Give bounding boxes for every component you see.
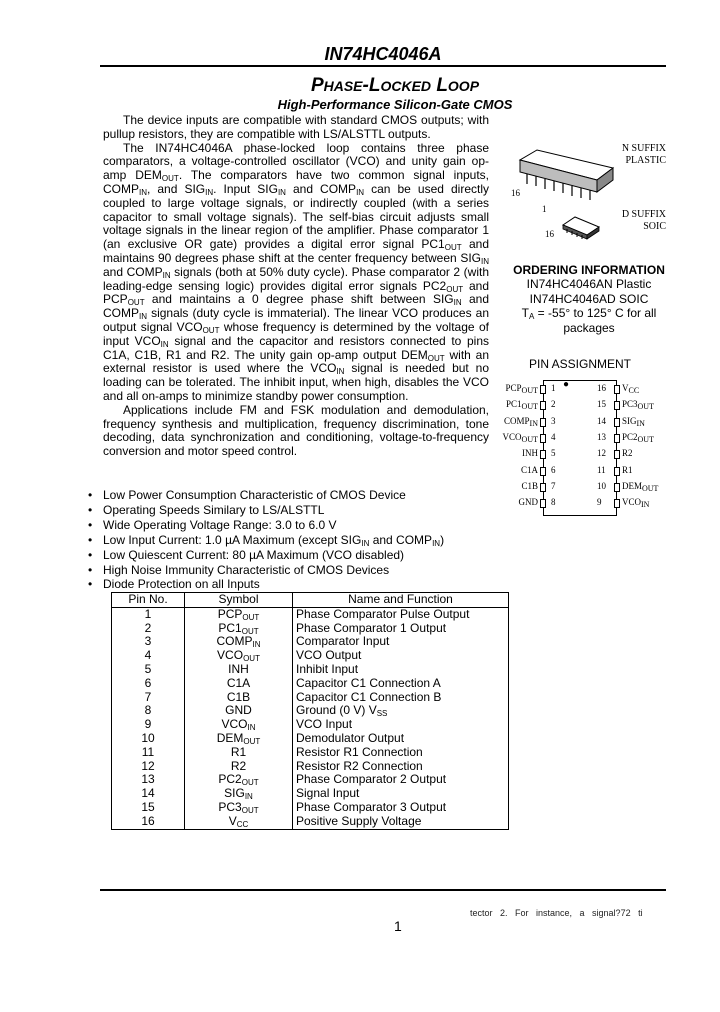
symbol-cell: $VCO_{IN}$ xyxy=(185,718,293,732)
pin-lead-left xyxy=(540,450,546,459)
pin-lead-right xyxy=(614,401,620,410)
symbol-cell: R1 xyxy=(185,746,293,760)
pin-number-cell: 2 xyxy=(112,622,185,636)
pin-lead-right xyxy=(614,385,620,394)
function-cell: Inhibit Input xyxy=(293,663,509,677)
n-suffix-label: N SUFFIX PLASTIC xyxy=(621,143,666,166)
table-row xyxy=(112,746,509,760)
symbol-cell: C1B xyxy=(185,691,293,705)
dip-pin16-label: 16 xyxy=(511,188,520,198)
pin-label-left: $PC1_{OUT}$ xyxy=(506,399,538,412)
pin-lead-left xyxy=(540,401,546,410)
table-row xyxy=(112,760,509,774)
table-header-row xyxy=(112,593,509,608)
pin-number-left: 1 xyxy=(551,383,556,393)
pin1-marker-dot: ● xyxy=(563,379,570,390)
table-row xyxy=(112,718,509,732)
page-subtitle: High-Performance Silicon-Gate CMOS xyxy=(277,97,513,112)
table-row xyxy=(112,787,509,801)
symbol-cell: $PC1_{OUT}$ xyxy=(185,622,293,636)
function-cell: Capacitor C1 Connection A xyxy=(293,677,509,691)
pin-number-cell: 10 xyxy=(112,732,185,746)
pin-number-cell: 11 xyxy=(112,746,185,760)
d-suffix-label: D SUFFIX SOIC xyxy=(621,209,666,232)
pin-lead-right xyxy=(614,499,620,508)
pin-number-right: 9 xyxy=(597,497,602,508)
feature-item: • Low Power Consumption Characteristic of CMOS Device xyxy=(88,488,444,503)
pin-label-left: INH xyxy=(522,448,538,459)
ordering-line: IN74HC4046AD SOIC xyxy=(529,291,649,306)
feature-item: • Wide Operating Voltage Range: 3.0 to 6.0 V xyxy=(88,518,444,533)
pin-label-left: C1A xyxy=(520,464,538,475)
pin-number-right: 10 xyxy=(597,480,606,491)
pin-lead-right xyxy=(614,483,620,492)
pin-lead-left xyxy=(540,385,546,394)
pin-label-left: $COMP_{IN}$ xyxy=(504,415,538,428)
table-row xyxy=(112,801,509,815)
pin-number-cell: 13 xyxy=(112,773,185,787)
pin-lead-right xyxy=(614,467,620,476)
description-paragraph-3: Applications include FM and FSK modulation and demodulation, frequency synthesis and multiplication, frequency discrimination, tone decoding, data synchronization and conditioning, voltage-to-frequency conversion and motor speed control. xyxy=(103,402,489,459)
pin-number-cell: 14 xyxy=(112,787,185,801)
pin-label-right: $V_{CC}$ xyxy=(622,383,640,395)
symbol-cell: $COMP_{IN}$ xyxy=(185,635,293,649)
pin-label-left: C1B xyxy=(521,480,538,491)
pin-number-cell: 8 xyxy=(112,704,185,718)
pin-number-right: 15 xyxy=(597,399,606,410)
table-row xyxy=(112,773,509,787)
feature-list xyxy=(88,488,444,592)
dip-pin1-label: 1 xyxy=(542,204,547,214)
pin-number-cell: 16 xyxy=(112,815,185,829)
pin-label-left: $VCO_{OUT}$ xyxy=(502,431,538,444)
pin-number-cell: 5 xyxy=(112,663,185,677)
function-cell: Comparator Input xyxy=(293,635,509,649)
function-cell: Resistor R2 Connection xyxy=(293,760,509,774)
pin-number-cell: 3 xyxy=(112,635,185,649)
symbol-cell: R2 xyxy=(185,760,293,774)
function-cell: Resistor R1 Connection xyxy=(293,746,509,760)
pin-number-right: 13 xyxy=(597,431,606,442)
table-row xyxy=(112,732,509,746)
table-row xyxy=(112,815,509,829)
ordering-line: IN74HC4046AN Plastic xyxy=(526,277,652,291)
page-number: 1 xyxy=(394,918,402,934)
function-cell: VCO Input xyxy=(293,718,509,732)
pin-number-cell: 4 xyxy=(112,649,185,663)
function-cell: Positive Supply Voltage xyxy=(293,815,509,829)
pin-label-right: R1 xyxy=(622,464,633,475)
pin-label-right: $SIG_{IN}$ xyxy=(622,415,645,428)
soic-package-icon xyxy=(563,217,599,239)
pin-lead-left xyxy=(540,467,546,476)
symbol-cell: C1A xyxy=(185,677,293,691)
feature-item: • Low Input Current: 1.0 µA Maximum (except $SIG_{IN}$ and $COMP_{IN}$) xyxy=(88,533,444,548)
pin-number-cell: 6 xyxy=(112,677,185,691)
description-text xyxy=(103,114,489,459)
pin-number-left: 7 xyxy=(551,480,556,491)
pin-function-table xyxy=(111,592,509,830)
function-cell: VCO Output xyxy=(293,649,509,663)
part-number: IN74HC4046A xyxy=(324,44,442,64)
pin-number-left: 8 xyxy=(551,497,556,508)
table-row xyxy=(112,691,509,705)
symbol-cell: $PC3_{OUT}$ xyxy=(185,801,293,815)
table-row xyxy=(112,704,509,718)
table-row xyxy=(112,622,509,636)
feature-item: • High Noise Immunity Characteristic of CMOS Devices xyxy=(88,563,444,578)
pin-label-right: $PC3_{OUT}$ xyxy=(622,399,654,412)
symbol-cell: $VCO_{OUT}$ xyxy=(185,649,293,663)
footer-note: tector 2. For instance, a signal?72 ti xyxy=(470,908,643,918)
description-paragraph-2: The IN74HC4046A phase-locked loop contains three phase comparators, a voltage-controlled oscillator (VCO) and unity gain op-amp $DEM_{OUT}$. The comparators have two common signal inputs, $COMP_{IN}$, and $SIG_{IN}$. Input $SIG_{IN}$ and $COMP_{IN}$ can be used directly coupled to large voltage signals, or indirectly coupled (with a series capacitor to small voltage signals). The self-bias circuit adjusts small voltage signals in the linear region of the amplifier. Phase comparator 1 (an exclusive OR gate) provides a digital error signal $PC1_{OUT}$ and maintains 90 degrees phase shift at the center frequency between $SIG_{IN}$ and $COMP_{IN}$ signals (both at 50% duty cycle). Phase comparator 2 (with leading-edge sensing logic) provides digital error signals $PC2_{OUT}$ and $PCP_{OUT}$ and maintains a 0 degree phase shift between $SIG_{IN}$ and $COMP_{IN}$ signals (duty cycle is immaterial). The linear VCO produces an output signal $VCO_{OUT}$ whose frequency is determined by the voltage of input $VCO_{IN}$ signal and the capacitor and resistors connected to pins C1A, C1B, R1 and R2. The unity gain op-amp output $DEM_{OUT}$ with an external resistor is used where the $VCO_{IN}$ signal is needed but no loading can be tolerated. The inhibit input, when high, disables the VCO and all on-amps to minimize standby power consumption. xyxy=(103,140,490,403)
symbol-cell: GND xyxy=(185,704,293,718)
symbol-cell: $PCP_{OUT}$ xyxy=(185,607,293,621)
column-header-function: Name and Function xyxy=(293,593,509,608)
pin-lead-right xyxy=(614,450,620,459)
pin-number-left: 6 xyxy=(551,464,556,475)
table-row xyxy=(112,649,509,663)
pin-lead-right xyxy=(614,434,620,443)
pin-number-left: 5 xyxy=(551,448,556,459)
function-cell: Phase Comparator 2 Output xyxy=(293,773,509,787)
pin-number-cell: 15 xyxy=(112,801,185,815)
ordering-heading: ORDERING INFORMATION xyxy=(513,263,665,277)
pin-label-right: $DEM_{OUT}$ xyxy=(622,480,659,493)
description-paragraph-1: The device inputs are compatible with standard CMOS outputs; with pullup resistors, they are compatible with LS/ALSTTL outputs. xyxy=(103,113,489,141)
soic-pin16-label: 16 xyxy=(545,229,554,239)
feature-item: • Diode Protection on all Inputs xyxy=(88,577,444,592)
function-cell: Signal Input xyxy=(293,787,509,801)
pin-number-left: 4 xyxy=(551,431,556,442)
pin-label-left: $PCP_{OUT}$ xyxy=(505,383,538,395)
symbol-cell: INH xyxy=(185,663,293,677)
table-row xyxy=(112,677,509,691)
table-row xyxy=(112,663,509,677)
table-row xyxy=(112,635,509,649)
pin-label-right: $VCO_{IN}$ xyxy=(622,497,650,510)
footer-rule xyxy=(100,889,666,891)
pin-lead-right xyxy=(614,418,620,427)
pin-lead-left xyxy=(540,499,546,508)
feature-item: • Operating Speeds Similary to LS/ALSTTL xyxy=(88,503,444,518)
function-cell: Phase Comparator Pulse Output xyxy=(293,607,509,621)
function-cell: Ground (0 V) $V_{SS}$ xyxy=(293,704,509,718)
function-cell: Capacitor C1 Connection B xyxy=(293,691,509,705)
table-row xyxy=(112,607,509,621)
column-header-symbol: Symbol xyxy=(185,593,293,608)
pin-number-right: 16 xyxy=(597,383,606,393)
column-header-pin: Pin No. xyxy=(112,593,185,608)
pin-lead-left xyxy=(540,434,546,443)
ordering-line: $T_A = -55^\circ$ to 125° C for all xyxy=(521,306,657,321)
header-rule xyxy=(100,65,666,67)
pin-lead-left xyxy=(540,483,546,492)
function-cell: Phase Comparator 3 Output xyxy=(293,801,509,815)
pin-number-right: 12 xyxy=(597,448,606,459)
symbol-cell: $PC2_{OUT}$ xyxy=(185,773,293,787)
pin-number-cell: 12 xyxy=(112,760,185,774)
symbol-cell: $DEM_{OUT}$ xyxy=(185,732,293,746)
pin-number-cell: 1 xyxy=(112,607,185,621)
pin-label-right: $PC2_{OUT}$ xyxy=(622,431,654,444)
feature-item: • Low Quiescent Current: 80 µA Maximum (VCO disabled) xyxy=(88,548,444,563)
function-cell: Phase Comparator 1 Output xyxy=(293,622,509,636)
pin-number-cell: 7 xyxy=(112,691,185,705)
symbol-cell: $SIG_{IN}$ xyxy=(185,787,293,801)
pin-number-left: 2 xyxy=(551,399,556,410)
symbol-cell: $V_{CC}$ xyxy=(185,815,293,829)
ordering-line: packages xyxy=(563,320,615,335)
pin-label-right: R2 xyxy=(622,448,633,459)
pin-number-cell: 9 xyxy=(112,718,185,732)
pin-number-right: 14 xyxy=(597,415,606,426)
function-cell: Demodulator Output xyxy=(293,732,509,746)
ordering-info xyxy=(500,277,678,335)
pin-label-left: GND xyxy=(518,497,538,508)
pin-assignment-heading: PIN ASSIGNMENT xyxy=(528,357,632,371)
pin-lead-left xyxy=(540,418,546,427)
pin-number-left: 3 xyxy=(551,415,556,426)
pin-number-right: 11 xyxy=(597,464,606,475)
page-title: PHASE-LOCKED LOOP xyxy=(310,75,480,96)
